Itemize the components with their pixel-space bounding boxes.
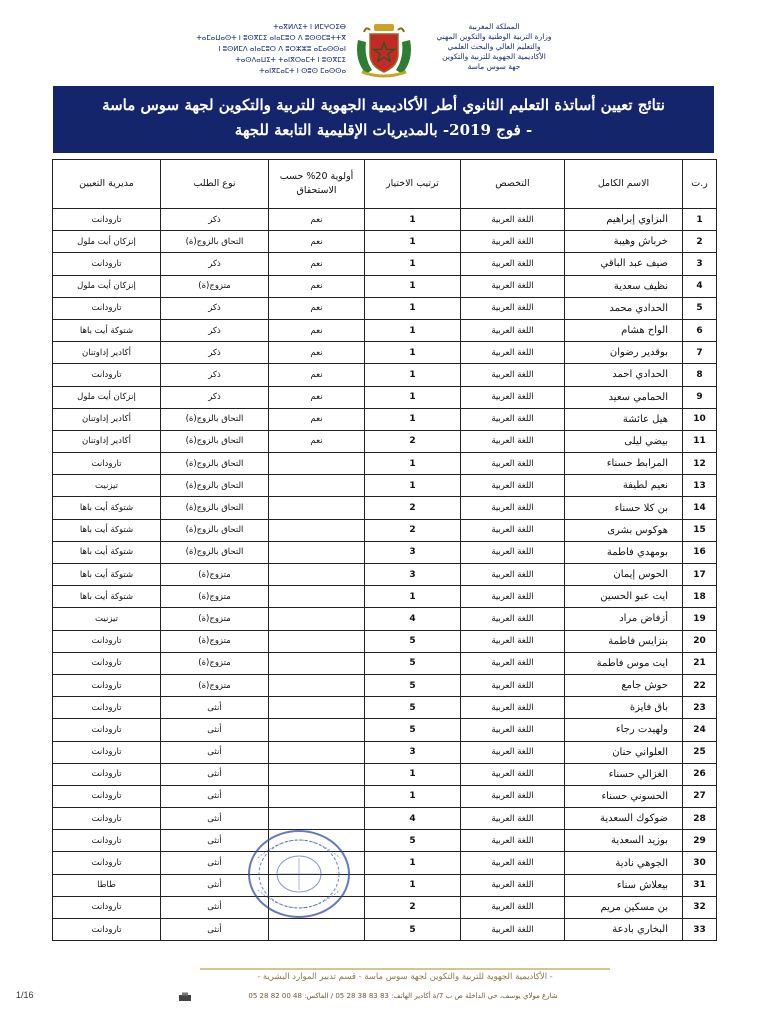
cell-rank: 3 (365, 741, 461, 763)
cell-directorate: تارودانت (53, 719, 161, 741)
cell-rank: 1 (365, 231, 461, 253)
cell-directorate: شتوكة أيت باها (53, 586, 161, 608)
cell-num: 13 (683, 475, 717, 497)
cell-directorate: إنزكان أيت ملول (53, 231, 161, 253)
cell-spec: اللغة العربية (461, 231, 565, 253)
cell-name: الحدادي احمد (565, 364, 683, 386)
table-row (53, 453, 717, 475)
cell-rank: 2 (365, 497, 461, 519)
table-row (53, 719, 717, 741)
cell-request-type: التحاق بالزوج(ة) (161, 541, 269, 563)
cell-rank: 5 (365, 719, 461, 741)
letterhead-tifinagh (186, 22, 346, 77)
cell-directorate: شتوكة أيت باها (53, 319, 161, 341)
cell-num: 1 (683, 209, 717, 231)
table-row (53, 852, 717, 874)
cell-request-type: أنثى (161, 808, 269, 830)
cell-rank: 2 (365, 519, 461, 541)
cell-directorate: شتوكة أيت باها (53, 519, 161, 541)
cell-priority (269, 630, 365, 652)
cell-priority (269, 453, 365, 475)
cell-num: 12 (683, 453, 717, 475)
title-line-2: - فوج 2019- بالمديريات الإقليمية التابعة للجهة (234, 121, 533, 139)
cell-priority: نعم (269, 297, 365, 319)
cell-spec: اللغة العربية (461, 319, 565, 341)
cell-spec: اللغة العربية (461, 830, 565, 852)
cell-request-type: متزوج(ة) (161, 652, 269, 674)
cell-num: 16 (683, 541, 717, 563)
cell-spec: اللغة العربية (461, 275, 565, 297)
cell-num: 27 (683, 785, 717, 807)
table-row (53, 231, 717, 253)
cell-directorate: تارودانت (53, 652, 161, 674)
cell-num: 31 (683, 874, 717, 896)
cell-priority (269, 785, 365, 807)
arabic-line: والتعليم العالي والبحث العلمي (447, 42, 541, 51)
table-row (53, 253, 717, 275)
cell-spec: اللغة العربية (461, 697, 565, 719)
cell-request-type: متزوج(ة) (161, 608, 269, 630)
cell-num: 11 (683, 430, 717, 452)
cell-num: 10 (683, 408, 717, 430)
cell-num: 32 (683, 896, 717, 918)
cell-rank: 1 (365, 342, 461, 364)
cell-num: 23 (683, 697, 717, 719)
cell-priority: نعم (269, 342, 365, 364)
cell-priority (269, 808, 365, 830)
table-row (53, 785, 717, 807)
cell-request-type: أنثى (161, 830, 269, 852)
cell-spec: اللغة العربية (461, 785, 565, 807)
cell-rank: 4 (365, 808, 461, 830)
cell-name: بومهدي فاطمة (565, 541, 683, 563)
cell-rank: 1 (365, 275, 461, 297)
cell-directorate: شتوكة أيت باها (53, 564, 161, 586)
cell-name: بيعلاش سناء (565, 874, 683, 896)
cell-spec: اللغة العربية (461, 564, 565, 586)
cell-rank: 5 (365, 674, 461, 696)
table-row (53, 497, 717, 519)
cell-name: ايت عبو الحسين (565, 586, 683, 608)
cell-num: 20 (683, 630, 717, 652)
table-row (53, 874, 717, 896)
tifinagh-line: ⵜⴰⵎⴰⵡⴰⵙⵜ ⵏ ⵓⵙⴳⵎⵉ ⴰⵏⴰⵎⵓⵔ ⴷ ⵓⵙⵙⵎⵓⵜⵜⴳ (196, 34, 346, 42)
cell-name: الحسوني حسناء (565, 785, 683, 807)
cell-directorate: أكادير إداوتنان (53, 430, 161, 452)
cell-rank: 1 (365, 475, 461, 497)
document-title (53, 86, 714, 153)
cell-name: الحوس إيمان (565, 564, 683, 586)
cell-priority (269, 608, 365, 630)
cell-spec: اللغة العربية (461, 209, 565, 231)
cell-priority: نعم (269, 275, 365, 297)
footer-org: - الأكاديمية الجهوية للتربية والتكوين لجهة سوس ماسة - قسم تدبير الموارد البشرية - (257, 972, 553, 982)
cell-num: 8 (683, 364, 717, 386)
cell-request-type: أنثى (161, 719, 269, 741)
cell-name: باق فايزة (565, 697, 683, 719)
footer-contact: شارع مولاي يوسف، حي الداخلة ص ب 7/ة أكادير الهاتف: 83 83 38 28 05 / الفاكس: 48 00 82 28 05 (248, 992, 558, 1000)
cell-spec: اللغة العربية (461, 652, 565, 674)
table-row (53, 830, 717, 852)
cell-request-type: متزوج(ة) (161, 564, 269, 586)
cell-rank: 1 (365, 386, 461, 408)
cell-rank: 1 (365, 319, 461, 341)
cell-request-type: التحاق بالزوج(ة) (161, 519, 269, 541)
cell-num: 22 (683, 674, 717, 696)
table-row (53, 541, 717, 563)
cell-directorate: تارودانت (53, 785, 161, 807)
cell-name: ايت موس فاطمة (565, 652, 683, 674)
cell-priority (269, 719, 365, 741)
cell-directorate: تارودانت (53, 630, 161, 652)
cell-name: البخاري بادعة (565, 919, 683, 941)
tifinagh-line: ⵜⴰⵙⴷⴰⵡⵉⵜ ⵜⴰⵏⴳⵔⴰⵎⵜ ⵏ ⵓⵙⴳⵎⵉ (235, 56, 346, 64)
cell-request-type: التحاق بالزوج(ة) (161, 475, 269, 497)
cell-name: حوش جامع (565, 674, 683, 696)
cell-priority (269, 497, 365, 519)
cell-spec: اللغة العربية (461, 541, 565, 563)
cell-name: الواح هشام (565, 319, 683, 341)
header-num: ر.ت (683, 160, 717, 209)
cell-priority (269, 896, 365, 918)
cell-priority: نعم (269, 408, 365, 430)
cell-rank: 1 (365, 586, 461, 608)
table-row (53, 808, 717, 830)
cell-directorate: تارودانت (53, 808, 161, 830)
cell-spec: اللغة العربية (461, 896, 565, 918)
cell-num: 25 (683, 741, 717, 763)
cell-num: 30 (683, 852, 717, 874)
cell-num: 9 (683, 386, 717, 408)
cell-priority: نعم (269, 253, 365, 275)
table-body (53, 209, 717, 941)
table-row (53, 408, 717, 430)
cell-request-type: ذكر (161, 297, 269, 319)
cell-request-type: أنثى (161, 741, 269, 763)
cell-directorate: تارودانت (53, 297, 161, 319)
cell-num: 2 (683, 231, 717, 253)
cell-num: 33 (683, 919, 717, 941)
arabic-line: الأكاديمية الجهوية للتربية والتكوين (442, 52, 546, 61)
cell-name: الحمامي سعيد (565, 386, 683, 408)
cell-request-type: متزوج(ة) (161, 586, 269, 608)
cell-num: 17 (683, 564, 717, 586)
table-row (53, 630, 717, 652)
arabic-line: وزارة التربية الوطنية والتكوين المهني (436, 32, 552, 41)
cell-num: 4 (683, 275, 717, 297)
cell-name: البزاوي إبراهيم (565, 209, 683, 231)
cell-spec: اللغة العربية (461, 630, 565, 652)
tifinagh-line: ⵜⴰⵏⴳⵎⴰⵎⵜ ⵏ ⵙⵓⵙ ⵎⴰⵙⵙⴰ (259, 67, 346, 75)
cell-name: نعيم لطيفة (565, 475, 683, 497)
footer-divider (200, 968, 610, 970)
cell-num: 19 (683, 608, 717, 630)
cell-directorate: شتوكة أيت باها (53, 541, 161, 563)
header-spec: التخصص (461, 160, 565, 209)
cell-directorate: تارودانت (53, 697, 161, 719)
cell-directorate: تارودانت (53, 763, 161, 785)
table-header-row (53, 160, 717, 209)
cell-rank: 1 (365, 852, 461, 874)
header-dir: مديرية التعيين (53, 160, 161, 209)
cell-name: صيف عبد الباقي (565, 253, 683, 275)
cell-request-type: التحاق بالزوج(ة) (161, 231, 269, 253)
cell-rank: 1 (365, 209, 461, 231)
cell-request-type: ذكر (161, 386, 269, 408)
cell-priority (269, 674, 365, 696)
cell-name: المرابط حسناء (565, 453, 683, 475)
cell-directorate: شتوكة أيت باها (53, 497, 161, 519)
letterhead (0, 0, 768, 86)
cell-directorate: تيزنيت (53, 475, 161, 497)
table-row (53, 586, 717, 608)
cell-rank: 1 (365, 453, 461, 475)
cell-spec: اللغة العربية (461, 586, 565, 608)
cell-rank: 1 (365, 364, 461, 386)
cell-priority (269, 541, 365, 563)
table-row (53, 475, 717, 497)
cell-rank: 1 (365, 253, 461, 275)
cell-directorate: طاطا (53, 874, 161, 896)
cell-priority (269, 697, 365, 719)
cell-directorate: إنزكان أيت ملول (53, 275, 161, 297)
cell-directorate: إنزكان أيت ملول (53, 386, 161, 408)
cell-priority: نعم (269, 430, 365, 452)
cell-rank: 1 (365, 874, 461, 896)
tifinagh-line: ⵏ ⵓⵙⵍⵎⴷ ⴰⵏⴰⵎⵓⵔ ⴷ ⵓⵔⵣⵣⵓ ⴰⵎⴰⵙⵙⴰⵏ (218, 45, 346, 53)
cell-request-type: أنثى (161, 763, 269, 785)
table-row (53, 430, 717, 452)
cell-num: 18 (683, 586, 717, 608)
cell-priority (269, 652, 365, 674)
cell-directorate: أكادير إداوتنان (53, 342, 161, 364)
cell-directorate: تارودانت (53, 852, 161, 874)
cell-request-type: التحاق بالزوج(ة) (161, 453, 269, 475)
cell-request-type: متزوج(ة) (161, 674, 269, 696)
table-row (53, 519, 717, 541)
cell-directorate: تارودانت (53, 453, 161, 475)
cell-spec: اللغة العربية (461, 386, 565, 408)
cell-directorate: تارودانت (53, 919, 161, 941)
cell-directorate: تيزنيت (53, 608, 161, 630)
cell-name: هوكوس بشرى (565, 519, 683, 541)
cell-priority: نعم (269, 209, 365, 231)
table-row (53, 275, 717, 297)
cell-rank: 4 (365, 608, 461, 630)
cell-directorate: تارودانت (53, 364, 161, 386)
cell-spec: اللغة العربية (461, 808, 565, 830)
cell-rank: 2 (365, 896, 461, 918)
cell-request-type: ذكر (161, 319, 269, 341)
cell-directorate: تارودانت (53, 741, 161, 763)
cell-name: بيضي ليلى (565, 430, 683, 452)
cell-priority (269, 519, 365, 541)
cell-request-type: متزوج(ة) (161, 275, 269, 297)
cell-num: 29 (683, 830, 717, 852)
cell-name: نظيف سعدية (565, 275, 683, 297)
header-prio: أولوية 20% حسب الاستحقاق (269, 160, 365, 209)
table-row (53, 697, 717, 719)
cell-request-type: أنثى (161, 896, 269, 918)
cell-request-type: أنثى (161, 852, 269, 874)
cell-num: 15 (683, 519, 717, 541)
cell-request-type: التحاق بالزوج(ة) (161, 497, 269, 519)
cell-num: 7 (683, 342, 717, 364)
cell-rank: 1 (365, 763, 461, 785)
cell-name: بوزيد السعدية (565, 830, 683, 852)
table-row (53, 896, 717, 918)
cell-num: 26 (683, 763, 717, 785)
cell-name: بنزايس فاطمة (565, 630, 683, 652)
cell-priority (269, 852, 365, 874)
table-row (53, 608, 717, 630)
header-name: الاسم الكامل (565, 160, 683, 209)
header-type: نوع الطلب (161, 160, 269, 209)
cell-rank: 5 (365, 830, 461, 852)
cell-num: 21 (683, 652, 717, 674)
cell-name: ولهيدت رجاء (565, 719, 683, 741)
cell-num: 3 (683, 253, 717, 275)
cell-rank: 2 (365, 430, 461, 452)
cell-request-type: التحاق بالزوج(ة) (161, 430, 269, 452)
cell-spec: اللغة العربية (461, 519, 565, 541)
tifinagh-line: ⵜⴰⴳⵍⴷⵉⵜ ⵏ ⵍⵎⵖⵔⵉⴱ (273, 23, 346, 31)
cell-name: الجوهي نادية (565, 852, 683, 874)
cell-rank: 5 (365, 652, 461, 674)
cell-spec: اللغة العربية (461, 741, 565, 763)
cell-num: 28 (683, 808, 717, 830)
cell-num: 14 (683, 497, 717, 519)
table-row (53, 652, 717, 674)
cell-name: الغزالي حسناء (565, 763, 683, 785)
cell-priority (269, 475, 365, 497)
cell-spec: اللغة العربية (461, 719, 565, 741)
cell-name: ضوكوك السعدية (565, 808, 683, 830)
cell-spec: اللغة العربية (461, 874, 565, 896)
cell-rank: 3 (365, 541, 461, 563)
cell-rank: 1 (365, 785, 461, 807)
table-row (53, 386, 717, 408)
cell-spec: اللغة العربية (461, 674, 565, 696)
emblem-icon (352, 20, 416, 82)
table-row (53, 342, 717, 364)
cell-name: بن مسكين مريم (565, 896, 683, 918)
cell-request-type: ذكر (161, 209, 269, 231)
cell-priority (269, 919, 365, 941)
cell-request-type: أنثى (161, 697, 269, 719)
cell-name: أزفاض مراد (565, 608, 683, 630)
cell-spec: اللغة العربية (461, 430, 565, 452)
cell-spec: اللغة العربية (461, 253, 565, 275)
cell-spec: اللغة العربية (461, 364, 565, 386)
cell-spec: اللغة العربية (461, 342, 565, 364)
cell-priority: نعم (269, 319, 365, 341)
cell-spec: اللغة العربية (461, 297, 565, 319)
table-row (53, 674, 717, 696)
table-row (53, 319, 717, 341)
cell-request-type: ذكر (161, 253, 269, 275)
cell-request-type: ذكر (161, 364, 269, 386)
cell-name: العلواني حنان (565, 741, 683, 763)
cell-spec: اللغة العربية (461, 763, 565, 785)
cell-request-type: أنثى (161, 874, 269, 896)
cell-spec: اللغة العربية (461, 852, 565, 874)
arabic-line: المملكة المغربية (468, 22, 520, 31)
cell-priority (269, 586, 365, 608)
cell-priority (269, 830, 365, 852)
page-number: 1/16 (16, 990, 34, 1000)
cell-name: الحدادي محمد (565, 297, 683, 319)
cell-rank: 1 (365, 408, 461, 430)
letterhead-arabic (420, 22, 568, 72)
cell-spec: اللغة العربية (461, 608, 565, 630)
cell-spec: اللغة العربية (461, 497, 565, 519)
table-row (53, 741, 717, 763)
cell-spec: اللغة العربية (461, 453, 565, 475)
cell-directorate: تارودانت (53, 674, 161, 696)
arabic-line: جهة سوس ماسة (467, 62, 521, 71)
title-line-1: نتائج تعيين أساتذة التعليم الثانوي أطر الأكاديمية الجهوية للتربية والتكوين لجهة سوس ماسة (102, 96, 665, 114)
cell-name: بن كلا حسناء (565, 497, 683, 519)
cell-request-type: أنثى (161, 785, 269, 807)
cell-name: هيل عائشة (565, 408, 683, 430)
cell-priority (269, 874, 365, 896)
header-rank: ترتيب الاختيار (365, 160, 461, 209)
table-row (53, 209, 717, 231)
cell-priority (269, 564, 365, 586)
cell-directorate: تارودانت (53, 896, 161, 918)
cell-directorate: تارودانت (53, 209, 161, 231)
table-row (53, 564, 717, 586)
cell-request-type: ذكر (161, 342, 269, 364)
cell-priority: نعم (269, 231, 365, 253)
cell-priority: نعم (269, 386, 365, 408)
cell-request-type: متزوج(ة) (161, 630, 269, 652)
cell-request-type: التحاق بالزوج(ة) (161, 408, 269, 430)
cell-priority: نعم (269, 364, 365, 386)
cell-spec: اللغة العربية (461, 475, 565, 497)
cell-num: 24 (683, 719, 717, 741)
cell-request-type: أنثى (161, 919, 269, 941)
results-table (52, 159, 717, 941)
table-row (53, 919, 717, 941)
cell-rank: 5 (365, 919, 461, 941)
table-row (53, 364, 717, 386)
cell-name: بوقدير رضوان (565, 342, 683, 364)
cell-num: 5 (683, 297, 717, 319)
cell-priority (269, 763, 365, 785)
cell-rank: 5 (365, 697, 461, 719)
table-row (53, 297, 717, 319)
cell-directorate: تارودانت (53, 830, 161, 852)
cell-priority (269, 741, 365, 763)
cell-spec: اللغة العربية (461, 408, 565, 430)
cell-directorate: تارودانت (53, 253, 161, 275)
table-row (53, 763, 717, 785)
cell-spec: اللغة العربية (461, 919, 565, 941)
cell-num: 6 (683, 319, 717, 341)
cell-rank: 3 (365, 564, 461, 586)
cell-rank: 5 (365, 630, 461, 652)
cell-directorate: أكادير إداوتنان (53, 408, 161, 430)
cell-rank: 1 (365, 297, 461, 319)
cell-name: خرباش وهيبة (565, 231, 683, 253)
